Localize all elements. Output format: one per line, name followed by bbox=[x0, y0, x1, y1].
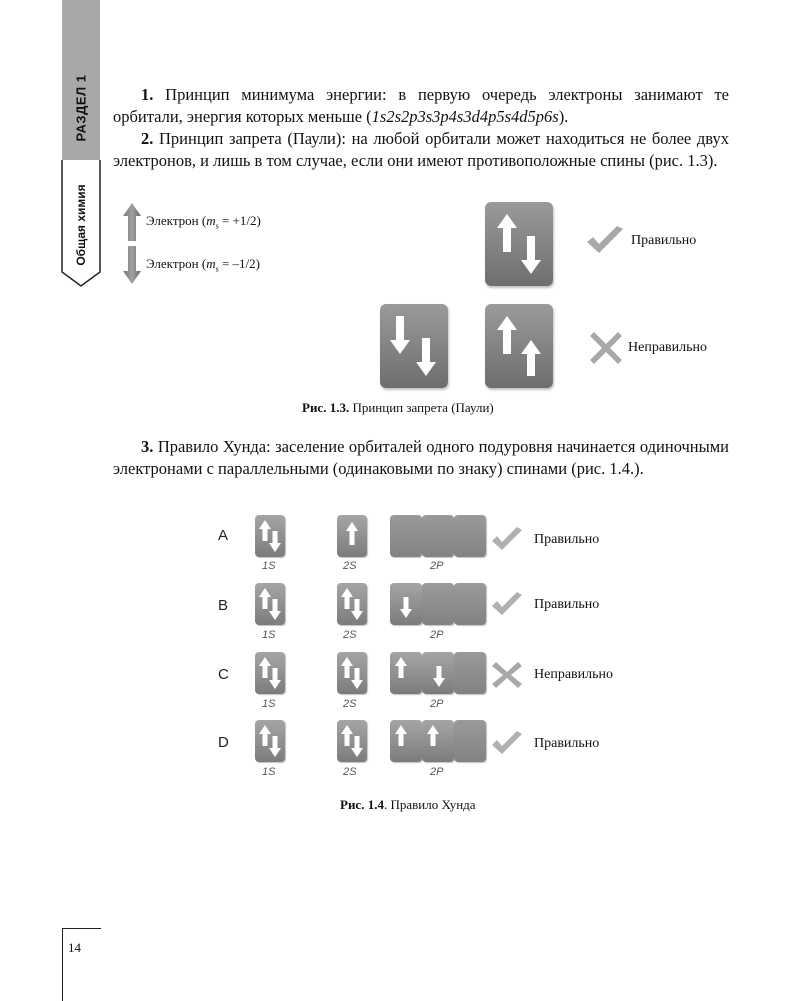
orbitals-2p bbox=[390, 583, 486, 625]
orbitals-2p bbox=[390, 515, 486, 557]
orbital-wrong-up-up bbox=[485, 304, 553, 388]
label-1s: 1S bbox=[262, 629, 276, 641]
orbitals-2p bbox=[390, 720, 486, 762]
arrow-up-icon bbox=[122, 202, 142, 242]
row-verdict: Правильно bbox=[490, 527, 599, 553]
principle-2: 2. Принцип запрета (Паули): на любой орбитали может находиться не более двух электронов, и лишь в том случае, если они имеют противоположные спины (рис. 1.3). bbox=[113, 129, 729, 170]
orbital-1s bbox=[255, 652, 285, 694]
orbital-wrong-down-down bbox=[380, 304, 448, 388]
orbital-2s bbox=[337, 515, 367, 557]
row-letter: C bbox=[218, 666, 229, 683]
legend-down bbox=[122, 245, 260, 285]
orbital-correct-up-down bbox=[485, 202, 553, 286]
caption-fig-1-3: Рис. 1.3. Принцип запрета (Паули) bbox=[302, 400, 494, 415]
row-verdict: Правильно bbox=[490, 592, 599, 618]
arrow-down-icon bbox=[122, 245, 142, 285]
orbital-2s bbox=[337, 720, 367, 762]
label-1s: 1S bbox=[262, 560, 276, 572]
label-2p: 2P bbox=[430, 560, 444, 572]
orbital-1s bbox=[255, 515, 285, 557]
cross-icon bbox=[590, 332, 622, 364]
row-letter: D bbox=[218, 734, 229, 751]
label-2s: 2S bbox=[343, 629, 357, 641]
caption-fig-1-4: Рис. 1.4. Правило Хунда bbox=[340, 797, 476, 812]
subject-label: Общая химия bbox=[74, 184, 88, 266]
orbitals-2p bbox=[390, 652, 486, 694]
label-2s: 2S bbox=[343, 766, 357, 778]
check-icon bbox=[490, 731, 524, 757]
legend-up bbox=[122, 202, 261, 242]
legend-up-text: Электрон $(m_s = +1/2)$ bbox=[146, 213, 261, 231]
label-2s: 2S bbox=[343, 698, 357, 710]
page-number-frame bbox=[62, 928, 101, 1001]
legend-down-text: Электрон $(m_s = -1/2)$ bbox=[146, 256, 260, 274]
row-letter: B bbox=[218, 597, 229, 614]
section-label: РАЗДЕЛ 1 bbox=[73, 74, 89, 142]
row-verdict: Правильно bbox=[490, 731, 599, 757]
label-2p: 2P bbox=[430, 698, 444, 710]
label-2p: 2P bbox=[430, 629, 444, 641]
label-1s: 1S bbox=[262, 698, 276, 710]
orbital-2s bbox=[337, 583, 367, 625]
orbital-1s bbox=[255, 583, 285, 625]
row-verdict: Неправильно bbox=[490, 662, 613, 688]
label-1s: 1S bbox=[262, 766, 276, 778]
label-2s: 2S bbox=[343, 560, 357, 572]
orbital-1s bbox=[255, 720, 285, 762]
row-letter: A bbox=[218, 527, 229, 544]
cross-icon bbox=[490, 662, 524, 688]
verdict-correct: Правильно bbox=[585, 226, 696, 256]
principle-3: 3. Правило Хунда: заселение орбиталей одного подуровня начинается одиночными электронами с параллельными (одинаковыми по знаку) спинами (рис. 1.4.). bbox=[113, 437, 729, 478]
orbital-2s bbox=[337, 652, 367, 694]
check-icon bbox=[585, 226, 625, 256]
principle-1: 1. Принцип минимума энергии: в первую очередь электроны занимают те орбитали, энергия которых меньше (1s2s2p3s3p4s3d4p5s4d5p6s). bbox=[113, 85, 729, 126]
label-2p: 2P bbox=[430, 766, 444, 778]
page-number: 14 bbox=[68, 940, 81, 955]
check-icon bbox=[490, 527, 524, 553]
verdict-incorrect: Неправильно bbox=[590, 332, 707, 364]
check-icon bbox=[490, 592, 524, 618]
